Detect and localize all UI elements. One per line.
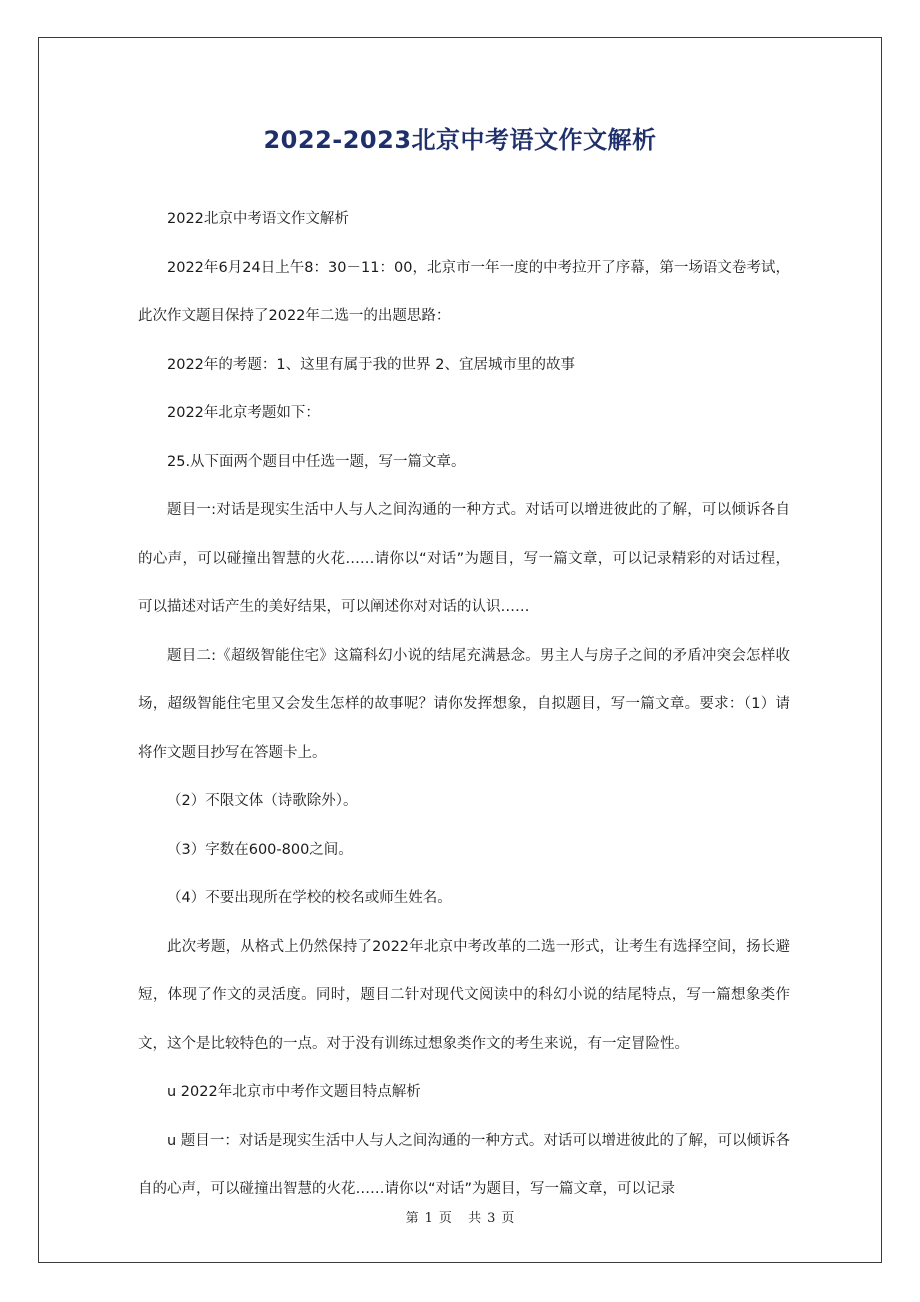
paragraph: u 题目一：对话是现实生活中人与人之间沟通的一种方式。对话可以增进彼此的了解，可以倾诉各自的心声，可以碰撞出智慧的火花……请你以“对话”为题目，写一篇文章，可以记录 xyxy=(138,1132,790,1197)
paragraph: 题目二:《超级智能住宅》这篇科幻小说的结尾充满悬念。男主人与房子之间的矛盾冲突会怎样收场，超级智能住宅里又会发生怎样的故事呢？请你发挥想象，自拟题目，写一篇文章。要求：（1）请将作文题目抄写在答题卡上。 xyxy=(138,647,790,761)
paragraph: 2022北京中考语文作文解析 xyxy=(167,211,349,227)
paragraph: （3）字数在600-800之间。 xyxy=(167,841,353,858)
page-footer xyxy=(0,1207,920,1226)
paragraph: 2022年的考题：1、这里有属于我的世界 2、宜居城市里的故事 xyxy=(167,356,575,373)
paragraph: 2022年6月24日上午8：30－11：00，北京市一年一度的中考拉开了序幕，第一场语文卷考试，此次作文题目保持了2022年二选一的出题思路： xyxy=(138,259,790,324)
document-title: 2022-2023北京中考语文作文解析 xyxy=(263,126,657,154)
paragraph: （4）不要出现所在学校的校名或师生姓名。 xyxy=(167,890,452,906)
paragraph: （2）不限文体（诗歌除外）。 xyxy=(167,793,358,809)
page-total: 共 3 页 xyxy=(468,1211,515,1226)
page-number: 第 1 页 xyxy=(405,1211,452,1226)
paragraph: 25.从下面两个题目中任选一题，写一篇文章。 xyxy=(167,453,466,470)
paragraph: 此次考题，从格式上仍然保持了2022年北京中考改革的二选一形式，让考生有选择空间，扬长避短，体现了作文的灵活度。同时，题目二针对现代文阅读中的科幻小说的结尾特点，写一篇想象类作文，这个是比较特色的一点。对于没有训练过想象类作文的考生来说，有一定冒险性。 xyxy=(138,938,790,1052)
paragraph: u 2022年北京市中考作文题目特点解析 xyxy=(167,1084,421,1100)
paragraph: 2022年北京考题如下： xyxy=(167,405,320,421)
document-body xyxy=(138,195,790,1214)
paragraph: 题目一:对话是现实生活中人与人之间沟通的一种方式。对话可以增进彼此的了解，可以倾诉各自的心声，可以碰撞出智慧的火花……请你以“对话”为题目，写一篇文章，可以记录精彩的对话过程，可以描述对话产生的美好结果，可以阐述你对对话的认识…… xyxy=(138,502,790,615)
